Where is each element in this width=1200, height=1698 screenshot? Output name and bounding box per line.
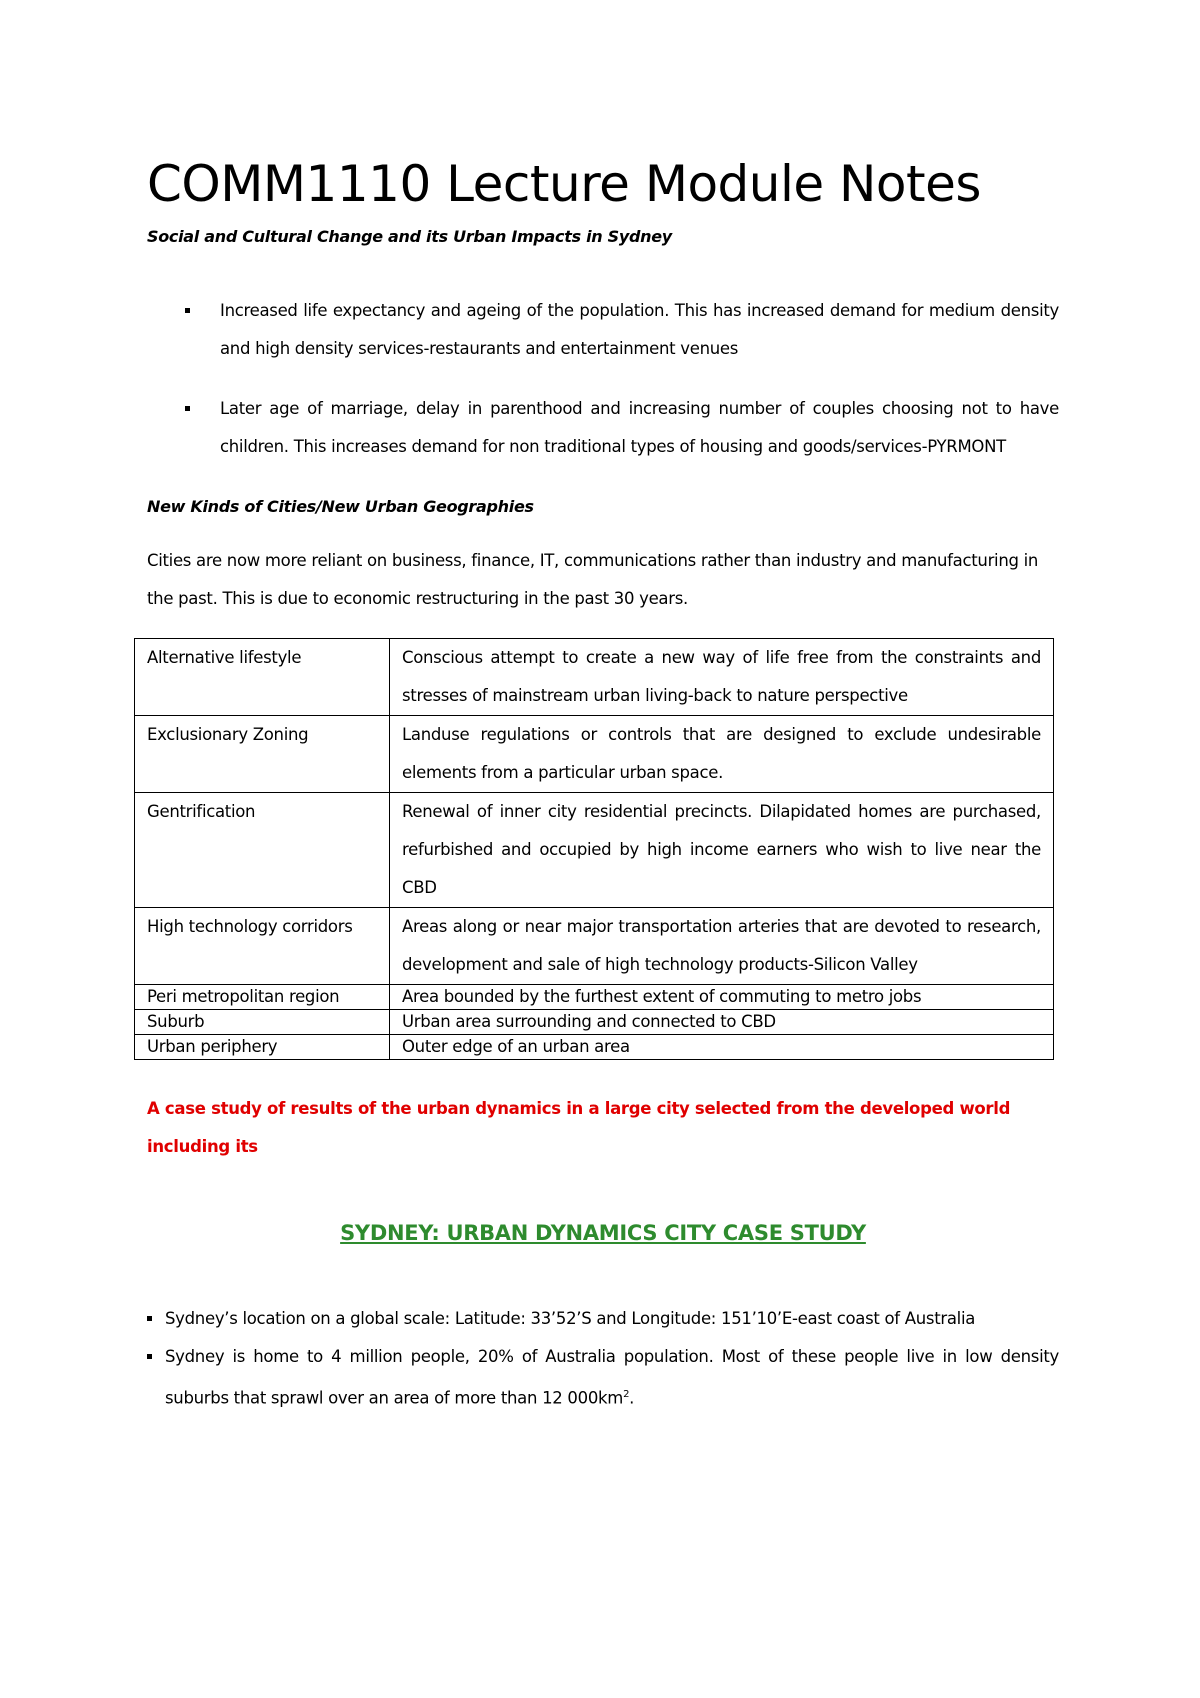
definitions-table (134, 638, 1054, 1060)
square-bullet-icon (185, 406, 190, 411)
table-row (135, 639, 1054, 716)
case-bullet-list (147, 1300, 1059, 1418)
table-row (135, 1010, 1054, 1035)
table-row (135, 985, 1054, 1010)
list-item-text: Later age of marriage, delay in parenthood and increasing number of couples choosing not to have children. This increases demand for non traditional types of housing and goods/services-PYRMONT (220, 399, 1059, 456)
table-definition: Area bounded by the furthest extent of commuting to metro jobs (390, 985, 1054, 1010)
table-definition: Renewal of inner city residential precincts. Dilapidated homes are purchased, refurbished and occupied by high income earners who wish to live near the CBD (390, 793, 1054, 908)
list-item (147, 1300, 1059, 1338)
table-row (135, 908, 1054, 985)
table-definition: Areas along or near major transportation arteries that are devoted to research, development and sale of high technology products-Silicon Valley (390, 908, 1054, 985)
square-bullet-icon (185, 308, 190, 313)
list-item-end: . (629, 1388, 635, 1408)
table-definition: Landuse regulations or controls that are designed to exclude undesirable elements from a particular urban space. (390, 716, 1054, 793)
table-term: Peri metropolitan region (135, 985, 390, 1010)
table-row (135, 1035, 1054, 1060)
section-heading: New Kinds of Cities/New Urban Geographies (147, 497, 534, 516)
list-item-text: Sydney’s location on a global scale: Latitude: 33’52’S and Longitude: 151’10’E-east coast of Australia (165, 1309, 976, 1328)
table-term: Suburb (135, 1010, 390, 1035)
list-item-text: Increased life expectancy and ageing of the population. This has increased demand for medium density and high density services-restaurants and entertainment venues (220, 301, 1059, 358)
table-definition: Conscious attempt to create a new way of life free from the constraints and stresses of mainstream urban living-back to nature perspective (390, 639, 1054, 716)
table-term: Urban periphery (135, 1035, 390, 1060)
document-title: COMM1110 Lecture Module Notes (147, 155, 981, 213)
list-item-text: Sydney is home to 4 million people, 20% of Australia population. Most of these people live in low density suburbs that sprawl over an area of more than 12 000km (165, 1347, 1059, 1408)
table-term: Gentrification (135, 793, 390, 908)
table-term: Alternative lifestyle (135, 639, 390, 716)
table-term: Exclusionary Zoning (135, 716, 390, 793)
square-bullet-icon (147, 1316, 152, 1321)
bullet-list (147, 292, 1059, 466)
table-row (135, 793, 1054, 908)
square-bullet-icon (147, 1354, 152, 1359)
table-row (135, 716, 1054, 793)
list-item (147, 292, 1059, 368)
paragraph: Cities are now more reliant on business, finance, IT, communications rather than industry and manufacturing in the past. This is due to economic restructuring in the past 30 years. (147, 551, 1039, 608)
document-subtitle: Social and Cultural Change and its Urban Impacts in Sydney (147, 227, 672, 246)
case-study-heading: SYDNEY: URBAN DYNAMICS CITY CASE STUDY (340, 1221, 866, 1245)
table-term: High technology corridors (135, 908, 390, 985)
document-page (147, 150, 1059, 1418)
case-study-intro: A case study of results of the urban dynamics in a large city selected from the developed world including its (147, 1099, 1011, 1156)
table-definition: Urban area surrounding and connected to CBD (390, 1010, 1054, 1035)
list-item (147, 1338, 1059, 1418)
superscript: 2 (623, 1389, 630, 1400)
table-definition: Outer edge of an urban area (390, 1035, 1054, 1060)
list-item (147, 390, 1059, 466)
